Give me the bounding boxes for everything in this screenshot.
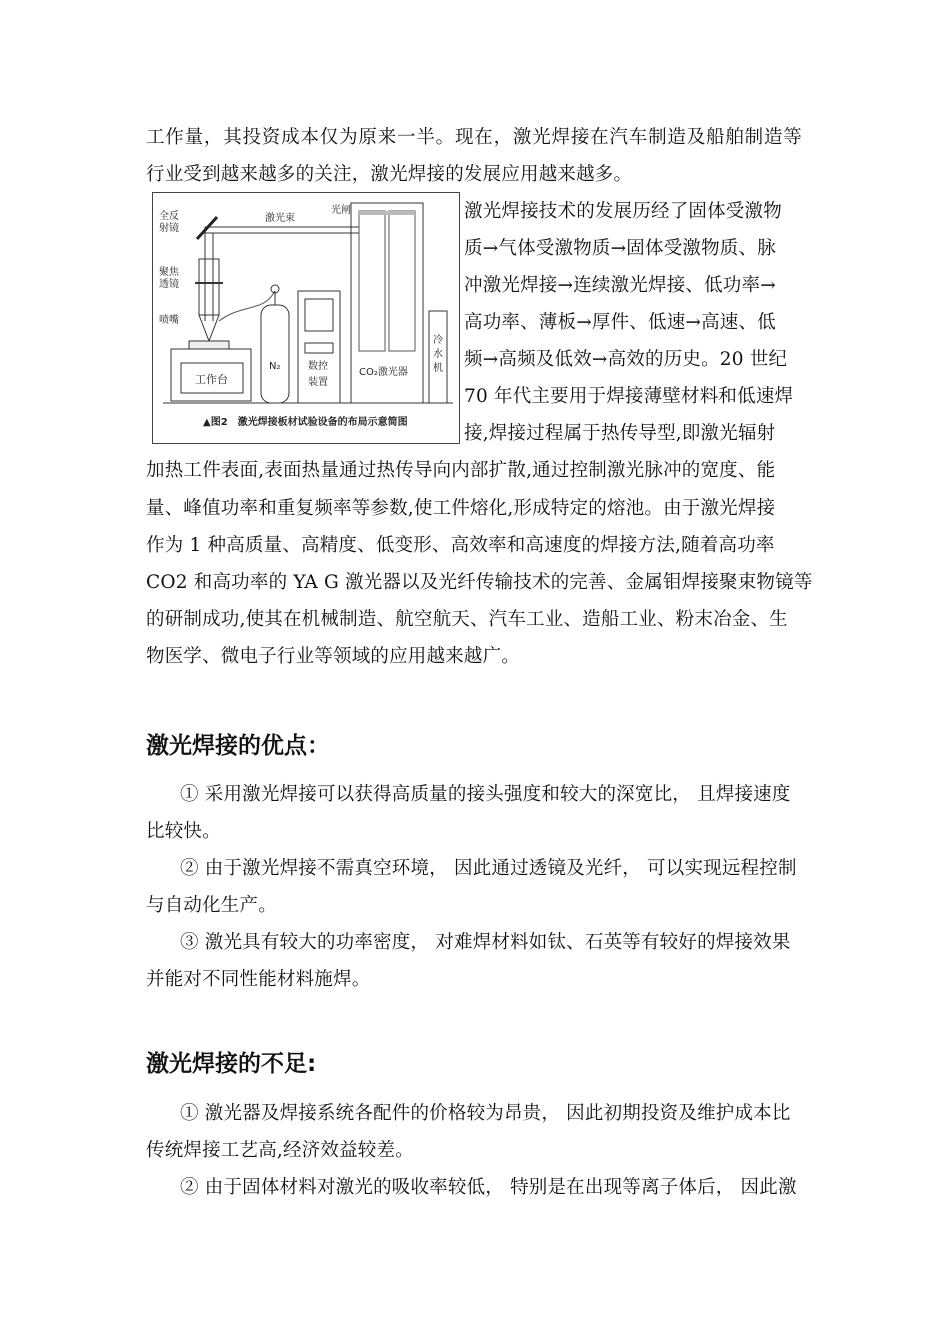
label-cnc-2: 装置 (308, 377, 328, 388)
history-line-2: 质→气体受激物质→固体受激物质、脉 (464, 238, 776, 259)
history-full-line-6: 物医学、微电子行业等领域的应用越来越广。 (146, 646, 521, 667)
label-chiller-3: 机 (433, 363, 443, 374)
label-mirror-1: 全反 (159, 211, 179, 222)
history-full-line-2: 量、峰值功率和重复频率等参数,使工件熔化,形成特定的熔池。由于激光焊接 (146, 498, 776, 519)
label-mirror-2: 射镜 (159, 223, 179, 234)
label-laser: CO₂激光器 (359, 367, 408, 378)
label-n2: N₂ (269, 361, 281, 372)
layout-diagram (153, 193, 459, 443)
label-chiller-1: 冷 (433, 335, 443, 346)
label-gate: 光闸 (331, 205, 351, 216)
advantage-2-line-2: 与自动化生产。 (146, 895, 277, 916)
label-lens-1: 聚焦 (159, 267, 179, 278)
advantage-3-line-1: ③ 激光具有较大的功率密度， 对难焊材料如钛、石英等有较好的焊接效果 (180, 932, 791, 953)
history-line-5: 频→高频及低效→高效的历史。20 世纪 (464, 349, 788, 370)
intro-line-1: 工作量，其投资成本仅为原来一半。现在，激光焊接在汽车制造及船舶制造等 (146, 127, 802, 148)
disadvantage-2-line-1: ② 由于固体材料对激光的吸收率较低， 特别是在出现等离子体后， 因此激 (180, 1177, 797, 1198)
label-chiller-2: 水 (433, 349, 443, 360)
label-table: 工作台 (195, 373, 228, 386)
mirror-shape (197, 217, 217, 239)
label-cnc-1: 数控 (308, 361, 328, 372)
figure-caption: ▲图2 激光焊接板材试验设备的布局示意简图 (203, 417, 408, 428)
history-full-line-1: 加热工件表面,表面热量通过热传导向内部扩散,通过控制激光脉冲的宽度、能 (146, 460, 776, 481)
label-beam: 激光束 (265, 213, 295, 224)
history-full-line-4: CO2 和高功率的 YA G 激光器以及光纤传输技术的完善、金属钼焊接聚束物镜等 (146, 572, 813, 593)
label-lens-2: 透镜 (159, 279, 179, 290)
history-line-3: 冲激光焊接→连续激光焊接、低功率→ (464, 275, 776, 296)
history-full-line-3: 作为 1 种高质量、高精度、低变形、高效率和高速度的焊接方法,随着高功率 (146, 535, 775, 556)
advantage-1-line-2: 比较快。 (146, 821, 221, 842)
label-nozzle: 喷嘴 (159, 315, 179, 326)
advantage-2-line-1: ② 由于激光焊接不需真空环境， 因此通过透镜及光纤， 可以实现远程控制 (180, 858, 797, 879)
advantages-heading: 激光焊接的优点： (146, 733, 330, 759)
advantage-1-line-1: ① 采用激光焊接可以获得高质量的接头强度和较大的深宽比， 且焊接速度 (180, 784, 791, 805)
history-full-line-5: 的研制成功,使其在机械制造、航空航天、汽车工业、造船工业、粉末冶金、生 (146, 609, 788, 630)
history-line-6: 70 年代主要用于焊接薄壁材料和低速焊 (464, 386, 794, 407)
history-line-4: 高功率、薄板→厚件、低速→高速、低 (464, 312, 776, 333)
history-line-7: 接,焊接过程属于热传导型,即激光辐射 (464, 423, 776, 444)
disadvantages-heading: 激光焊接的不足: (146, 1051, 317, 1077)
disadvantage-1-line-1: ① 激光器及焊接系统各配件的价格较为昂贵， 因此初期投资及维护成本比 (180, 1103, 791, 1124)
disadvantage-1-line-2: 传统焊接工艺高,经济效益较差。 (146, 1140, 414, 1161)
history-line-1: 激光焊接技术的发展历经了固体受激物 (464, 201, 782, 222)
laser-welding-layout-figure (152, 192, 460, 444)
advantage-3-line-2: 并能对不同性能材料施焊。 (146, 969, 371, 990)
intro-line-2: 行业受到越来越多的关注，激光焊接的发展应用越来越多。 (146, 164, 633, 185)
